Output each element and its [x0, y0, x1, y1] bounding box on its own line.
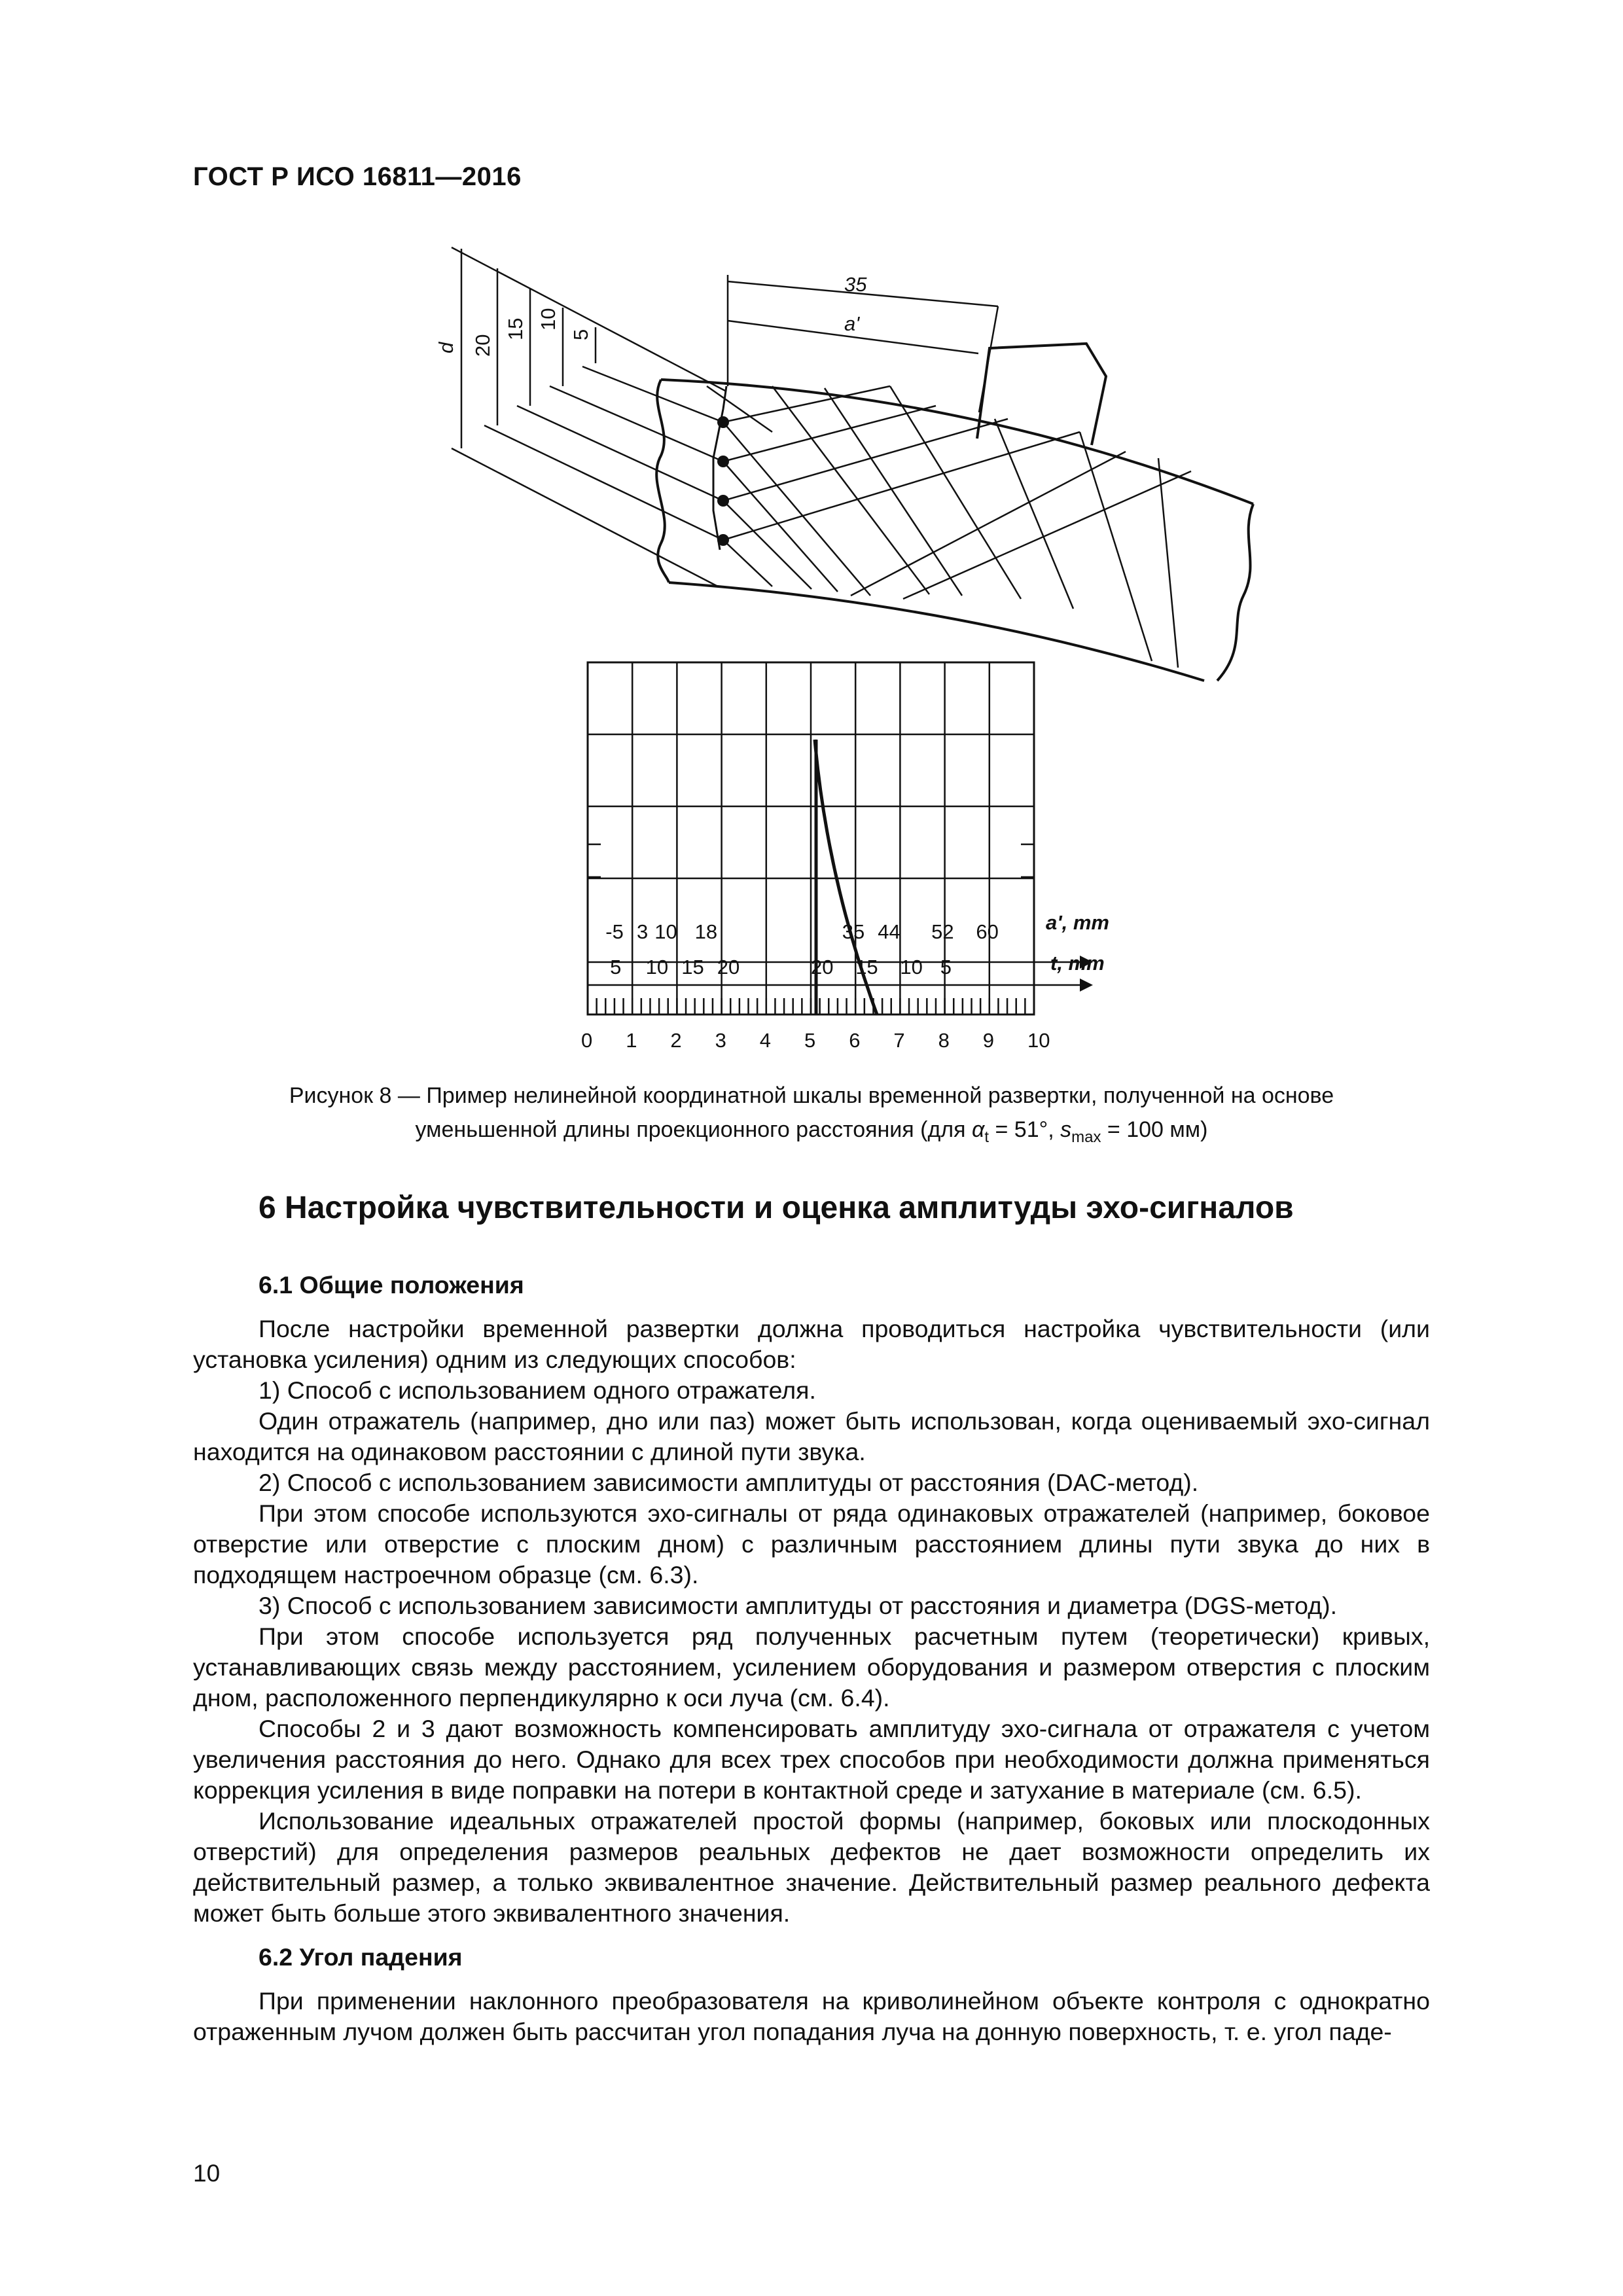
- t-row-label: 10: [645, 956, 669, 978]
- t-row-label: 5: [940, 956, 952, 978]
- x-tick-label: 8: [938, 1029, 950, 1052]
- paragraph: 2) Способ с использованием зависимости амплитуды от расстояния (DAC-метод).: [259, 1469, 1199, 1496]
- a-row-label: 44: [878, 920, 901, 943]
- figure-caption: [193, 1079, 1430, 1155]
- t-row-label: 10: [900, 956, 923, 978]
- x-tick-label: 4: [759, 1029, 772, 1052]
- page-number: 10: [193, 2160, 221, 2187]
- caption-line-2: уменьшенной длины проекционного расстояния (для $\alpha_t = 51^\circ$, $s_{max} = 100$ мм): [415, 1117, 1208, 1146]
- label-5: 5: [569, 329, 592, 340]
- t-row-label: 15: [855, 956, 878, 978]
- x-tick-label: 7: [893, 1029, 905, 1052]
- figure-8: [0, 0, 1623, 1113]
- x-tick-label: 10: [1027, 1029, 1050, 1052]
- beam-lines: [707, 386, 1191, 668]
- paragraph: 3) Способ с использованием зависимости амплитуды от расстояния и диаметра (DGS-метод).: [259, 1592, 1338, 1619]
- section-6-2-title: 6.2 Угол падения: [259, 1943, 463, 1971]
- t-row-labels: [610, 956, 952, 978]
- t-row-label: 20: [717, 956, 740, 978]
- right-break-line: [1217, 504, 1253, 681]
- t-row-label: 15: [681, 956, 704, 978]
- a-row-label: 35: [842, 920, 865, 943]
- section-6-title: 6 Настройка чувствительности и оценка амплитуды эхо-сигналов: [259, 1191, 1294, 1225]
- paragraph: Способы 2 и 3 дают возможность компенсировать амплитуду эхо-сигнала от отражателя с учетом увеличения расстояния до него. Однако для всех трех способов при необходимости должна применяться коррекция усиления в виде поправки на потери в контактной среде и затухание в материале (см. 6.5).: [193, 1715, 1430, 1804]
- sketch-labels: [435, 273, 867, 357]
- paragraph: Использование идеальных отражателей простой формы (например, боковых или плоскодонных отверстий) для определения размеров реальных дефектов не дает возможности определить их действительный размер, а только эквивалентное значение. Действительный размер реального дефекта может быть больше этого эквивалентного значения.: [193, 1807, 1430, 1927]
- a-row-label: 18: [694, 920, 718, 943]
- x-tick-label: 2: [670, 1029, 682, 1052]
- label-10: 10: [537, 308, 560, 331]
- reflector-points: [717, 416, 729, 546]
- label-35: 35: [844, 273, 867, 296]
- document-header: ГОСТ Р ИСО 16811—2016: [193, 162, 522, 191]
- a-unit-label: a', mm: [1046, 911, 1109, 934]
- label-a-prime: a': [844, 312, 860, 335]
- a-row-label: 3: [637, 920, 649, 943]
- time-base-scale: [581, 662, 1109, 1052]
- caption-line-1: Рисунок 8 — Пример нелинейной координатной шкалы временной развертки, полученной на основе: [289, 1083, 1334, 1108]
- x-tick-labels: [581, 1029, 1050, 1052]
- label-20: 20: [471, 334, 494, 357]
- t-axis-arrow: [1080, 978, 1093, 992]
- a-row-label: -5: [605, 920, 624, 943]
- paragraph: Один отражатель (например, дно или паз) может быть использован, когда оцениваемый эхо-сигнал находится на одинаковом расстоянии с длиной пути звука.: [193, 1407, 1430, 1465]
- a-row-label: 60: [976, 920, 999, 943]
- reflector-line: [713, 386, 726, 550]
- t-row-label: 5: [610, 956, 622, 978]
- paragraph: 1) Способ с использованием одного отражателя.: [259, 1376, 816, 1404]
- x-tick-label: 5: [804, 1029, 816, 1052]
- x-tick-label: 6: [849, 1029, 861, 1052]
- probe-outline: [977, 344, 1106, 445]
- paragraph: При применении наклонного преобразователя на криволинейном объекте контроля с однократно отраженным лучом должен быть рассчитан угол попадания луча на донную поверхность, т. е. угол паде-: [193, 1987, 1430, 2045]
- a-row-label: 10: [654, 920, 677, 943]
- outer-surface-curve: [661, 380, 1253, 504]
- x-tick-label: 9: [982, 1029, 995, 1052]
- section-6-body: [193, 1270, 1430, 2047]
- a-row-label: 52: [931, 920, 954, 943]
- paragraph: После настройки временной развертки должна проводиться настройка чувствительности (или установка усиления) одним из следующих способов:: [193, 1315, 1430, 1373]
- paragraph: При этом способе используются эхо-сигналы от ряда одинаковых отражателей (например, боковое отверстие или отверстие с плоским дном) с различным расстоянием длины пути звука до них в подходящем настроечном образце (см. 6.3).: [193, 1499, 1430, 1588]
- label-15: 15: [504, 317, 527, 340]
- paragraph: При этом способе используется ряд полученных расчетным путем (теоретически) кривых, устанавливающих связь между расстоянием, усилением оборудования и размером отверстия с плоским дном, расположенного перпендикулярно к оси луча (см. 6.4).: [193, 1623, 1430, 1712]
- t-row-label: 20: [811, 956, 834, 978]
- t-unit-label: t, mm: [1050, 952, 1105, 975]
- x-tick-label: 0: [581, 1029, 593, 1052]
- inner-surface-curve: [669, 583, 1204, 681]
- x-tick-label: 3: [715, 1029, 726, 1052]
- label-d: d: [435, 342, 457, 353]
- a-row-labels: [605, 920, 999, 943]
- section-6-1-title: 6.1 Общие положения: [259, 1271, 524, 1299]
- x-tick-label: 1: [626, 1029, 637, 1052]
- left-break-line: [656, 380, 669, 583]
